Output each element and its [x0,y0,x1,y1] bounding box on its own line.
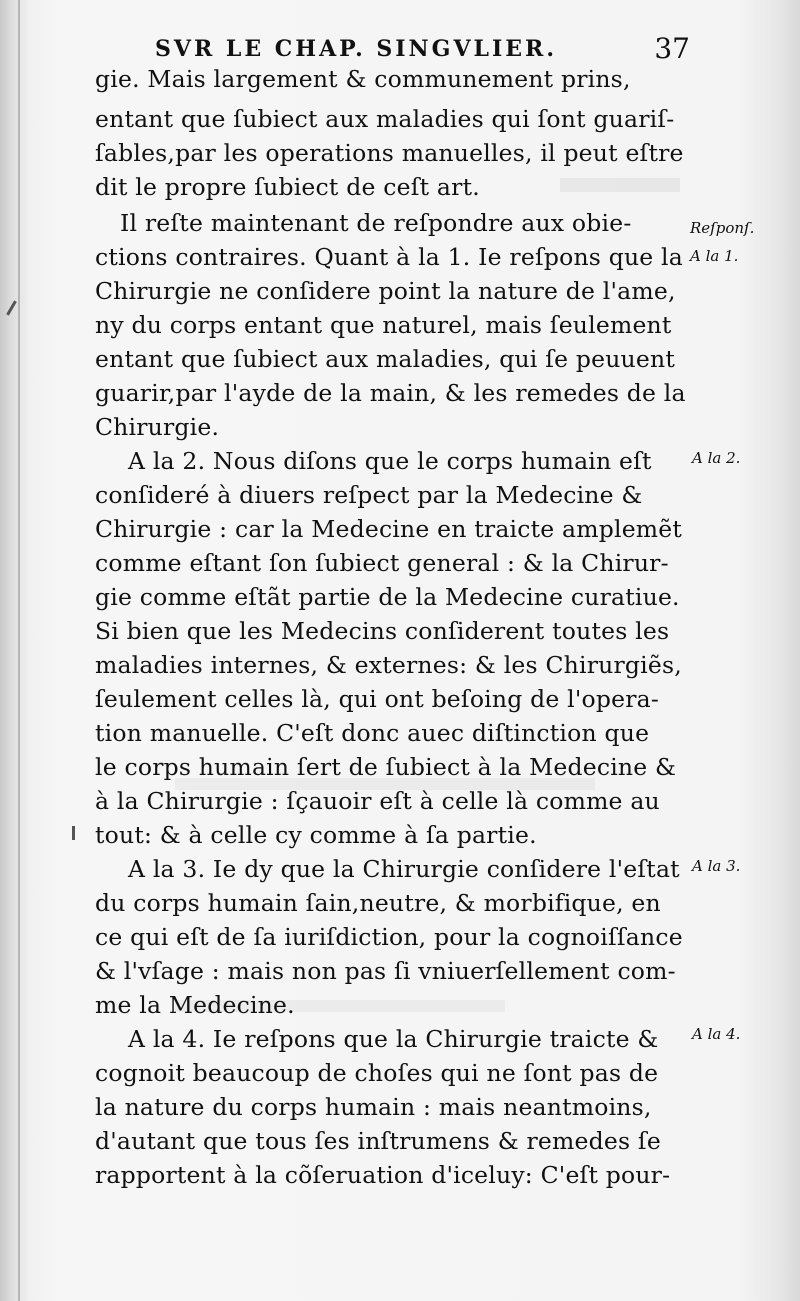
text-line: le corps humain ſert de ſubiect à la Medecine & [95,753,677,781]
margin-note: A la 4. [692,1025,741,1043]
margin-note: A la 1. [690,247,739,265]
text-line: à la Chirurgie : ſçauoir eſt à celle là comme au [95,787,660,815]
text-line: maladies internes, & externes: & les Chirurgiẽs, [95,651,682,679]
text-line: Chirurgie. [95,413,220,441]
gutter-shadow [18,0,20,1301]
text-line: guarir,par l'ayde de la main, & les remedes de la [95,379,686,407]
text-line: cognoit beaucoup de choſes qui ne ſont pas de [95,1059,659,1087]
text-line: Il reſte maintenant de reſpondre aux obie- [120,209,632,237]
text-line: ce qui eſt de ſa iuriſdiction, pour la cognoiſſance [95,923,683,951]
text-line: dit le propre ſubiect de ceſt art. [95,173,480,201]
text-line: conſideré à diuers reſpect par la Medecine & [95,481,643,509]
text-line: Chirurgie ne conſidere point la nature de l'ame, [95,277,676,305]
text-line: ny du corps entant que naturel, mais ſeulement [95,311,672,339]
text-line: A la 4. Ie reſpons que la Chirurgie traicte & [128,1025,659,1053]
text-line: ctions contraires. Quant à la 1. Ie reſpons que la [95,243,683,271]
running-title: SVR LE CHAP. SINGVLIER. [155,36,557,62]
ink-mark [6,300,17,315]
page-number: 37 [654,32,690,65]
text-line: comme eſtant ſon ſubiect general : & la Chirur- [95,549,669,577]
text-line: gie. Mais largement & communement prins, [95,65,631,93]
text-line: & l'vſage : mais non pas ſi vniuerſellement com- [95,957,676,985]
text-line: la nature du corps humain : mais neantmoins, [95,1093,652,1121]
text-line: me la Medecine. [95,991,295,1019]
text-line: gie comme eſtãt partie de la Medecine curatiue. [95,583,680,611]
text-line: entant que ſubiect aux maladies qui ſont guariſ- [95,105,675,133]
text-line: tion manuelle. C'eſt donc auec diſtinction que [95,719,650,747]
text-line: du corps humain ſain,neutre, & morbifique, en [95,889,661,917]
text-line: tout: & à celle cy comme à ſa partie. [95,821,537,849]
text-line: entant que ſubiect aux maladies, qui ſe peuuent [95,345,675,373]
text-line: Chirurgie : car la Medecine en traicte amplemẽt [95,515,683,543]
show-through-mark [560,178,680,192]
text-line: ſables,par les operations manuelles, il peut eſtre [95,139,684,167]
margin-note: Reſponſ. [690,219,755,237]
text-line: Si bien que les Medecins conſiderent toutes les [95,617,670,645]
text-line: A la 3. Ie dy que la Chirurgie conſidere l'eſtat [128,855,680,883]
text-line: rapportent à la cõſeruation d'iceluy: C'eſt pour- [95,1161,671,1189]
margin-note: A la 3. [692,857,741,875]
text-line: ſeulement celles là, qui ont beſoing de l'opera- [95,685,660,713]
ink-mark [72,826,75,840]
text-line: d'autant que tous ſes inſtrumens & remedes ſe [95,1127,661,1155]
margin-note: A la 2. [692,449,741,467]
text-line: A la 2. Nous diſons que le corps humain eſt [128,447,652,475]
